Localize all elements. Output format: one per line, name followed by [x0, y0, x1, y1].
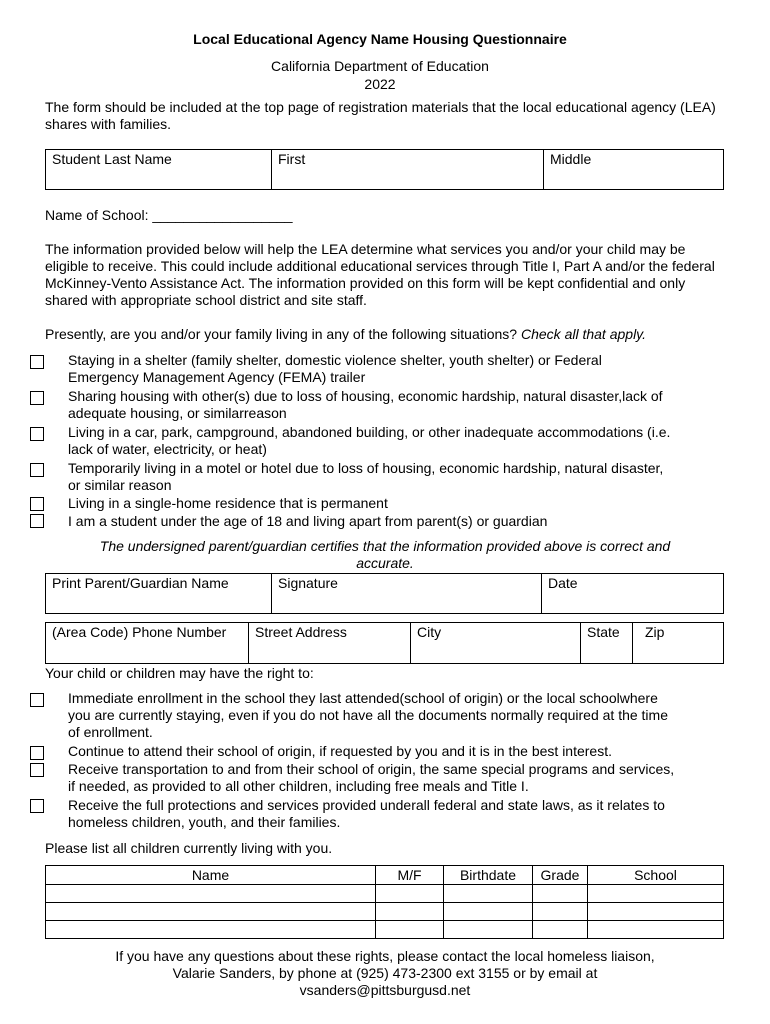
situation-checkbox-shelter[interactable]: [30, 355, 44, 369]
child-sex-cell[interactable]: [376, 885, 444, 903]
rights-item-enrollment: Immediate enrollment in the school they last attended(school of origin) or the local schoolwhere you are currently staying, even if you do not have all the documents normally required at the time of enrollment.: [68, 690, 668, 740]
situation-item-car-park: Living in a car, park, campground, abandoned building, or other inadequate accommodations (i.e. lack of water, electricity, or heat): [68, 424, 671, 457]
student-middle-name-label: Middle: [550, 151, 592, 167]
situation-checkbox-sharing[interactable]: [30, 391, 44, 405]
student-first-name-label: First: [278, 151, 306, 167]
date-field[interactable]: [542, 574, 724, 614]
child-birthdate-cell[interactable]: [444, 885, 533, 903]
children-col-grade: Grade: [533, 866, 588, 885]
situation-item-unaccompanied: I am a student under the age of 18 and living apart from parent(s) or guardian: [68, 513, 548, 529]
city-field[interactable]: [411, 623, 581, 664]
rights-item-transportation: Receive transportation to and from their school of origin, the same special programs and services, if needed, as provided to all other children, including free meals and Title I.: [68, 761, 675, 794]
state-label: State: [587, 624, 620, 640]
school-name-field[interactable]: Name of School: __________________: [45, 207, 293, 223]
student-first-name-field[interactable]: [272, 150, 544, 190]
children-col-sex: M/F: [376, 866, 444, 885]
rights-item-school-of-origin: Continue to attend their school of origin, if requested by you and it is in the best interest.: [68, 743, 612, 759]
child-name-cell[interactable]: [46, 903, 376, 921]
child-grade-cell[interactable]: [533, 885, 588, 903]
situation-item-permanent: Living in a single-home residence that is permanent: [68, 495, 388, 511]
children-heading: Please list all children currently living with you.: [45, 840, 333, 856]
situation-checkbox-unaccompanied[interactable]: [30, 514, 44, 528]
child-school-cell[interactable]: [588, 903, 724, 921]
state-field[interactable]: [581, 623, 633, 664]
phone-field[interactable]: [46, 623, 249, 664]
student-name-table: [45, 149, 724, 190]
table-row: [46, 903, 724, 921]
street-address-field[interactable]: [249, 623, 411, 664]
student-middle-name-field[interactable]: [544, 150, 724, 190]
situation-checkbox-car-park[interactable]: [30, 427, 44, 441]
situation-question: [45, 326, 735, 343]
footer-contact: If you have any questions about these rights, please contact the local homeless liaison, Valarie Sanders, by phone at (925) 473-2300 ext 3155 or by email at vsanders@pittsburgusd.net: [0, 948, 770, 999]
intro-text: The form should be included at the top page of registration materials that the local educational agency (LEA) shares with families.: [45, 99, 716, 132]
children-col-name: Name: [46, 866, 376, 885]
zip-field[interactable]: [633, 623, 724, 664]
signature-label: Signature: [278, 575, 338, 591]
child-grade-cell[interactable]: [533, 903, 588, 921]
child-sex-cell[interactable]: [376, 903, 444, 921]
liaison-email[interactable]: vsanders@pittsburgusd.net: [299, 982, 471, 998]
situation-hint: Check all that apply.: [521, 326, 647, 342]
guardian-table: [45, 573, 724, 614]
street-address-label: Street Address: [255, 624, 347, 640]
student-last-name-field[interactable]: [46, 150, 272, 190]
phone-label: (Area Code) Phone Number: [52, 624, 227, 640]
children-table: [45, 865, 724, 939]
zip-label: Zip: [645, 624, 665, 640]
contact-table: [45, 622, 724, 664]
certification-statement: The undersigned parent/guardian certifies that the information provided above is correct and accurate.: [99, 538, 671, 571]
child-birthdate-cell[interactable]: [444, 921, 533, 939]
situation-item-motel: Temporarily living in a motel or hotel due to loss of housing, economic hardship, natural disaster, or similar reason: [68, 460, 664, 493]
child-sex-cell[interactable]: [376, 921, 444, 939]
info-paragraph: The information provided below will help the LEA determine what services you and/or your child may be eligible to receive. This could include additional educational services through Title I, Part A and/or the federal McKinney-Vento Assistance Act. The information provided on this form will be kept confidential and only shared with appropriate school district and site staff.: [45, 241, 715, 308]
situation-checkbox-motel[interactable]: [30, 463, 44, 477]
table-row: [46, 885, 724, 903]
children-col-birthdate: Birthdate: [444, 866, 533, 885]
guardian-name-label: Print Parent/Guardian Name: [52, 575, 229, 591]
situation-question-text: Presently, are you and/or your family living in any of the following situations?: [45, 326, 518, 342]
form-title: Local Educational Agency Name Housing Questionnaire: [193, 31, 567, 47]
child-school-cell[interactable]: [588, 885, 724, 903]
rights-item-protections: Receive the full protections and services provided underall federal and state laws, as it relates to homeless children, youth, and their families.: [68, 797, 665, 830]
child-school-cell[interactable]: [588, 921, 724, 939]
child-birthdate-cell[interactable]: [444, 903, 533, 921]
table-row: [46, 921, 724, 939]
situation-item-shelter: Staying in a shelter (family shelter, domestic violence shelter, youth shelter) or Federal Emergency Management Agency (FEMA) trailer: [68, 352, 602, 385]
children-col-school: School: [588, 866, 724, 885]
child-name-cell[interactable]: [46, 885, 376, 903]
guardian-name-field[interactable]: [46, 574, 272, 614]
rights-heading: Your child or children may have the right to:: [45, 665, 314, 681]
department-name: California Department of Education: [271, 58, 489, 74]
situation-item-sharing: Sharing housing with other(s) due to loss of housing, economic hardship, natural disaster,lack of adequate housing, or similarreason: [68, 388, 663, 421]
form-year: 2022: [364, 76, 396, 92]
city-label: City: [417, 624, 442, 640]
signature-field[interactable]: [272, 574, 542, 614]
student-last-name-label: Student Last Name: [52, 151, 172, 167]
rights-checkbox-enrollment[interactable]: [30, 693, 44, 707]
rights-checkbox-transportation[interactable]: [30, 763, 44, 777]
child-name-cell[interactable]: [46, 921, 376, 939]
child-grade-cell[interactable]: [533, 921, 588, 939]
situation-checkbox-permanent[interactable]: [30, 497, 44, 511]
rights-checkbox-protections[interactable]: [30, 799, 44, 813]
rights-checkbox-school-of-origin[interactable]: [30, 746, 44, 760]
date-label: Date: [548, 575, 578, 591]
